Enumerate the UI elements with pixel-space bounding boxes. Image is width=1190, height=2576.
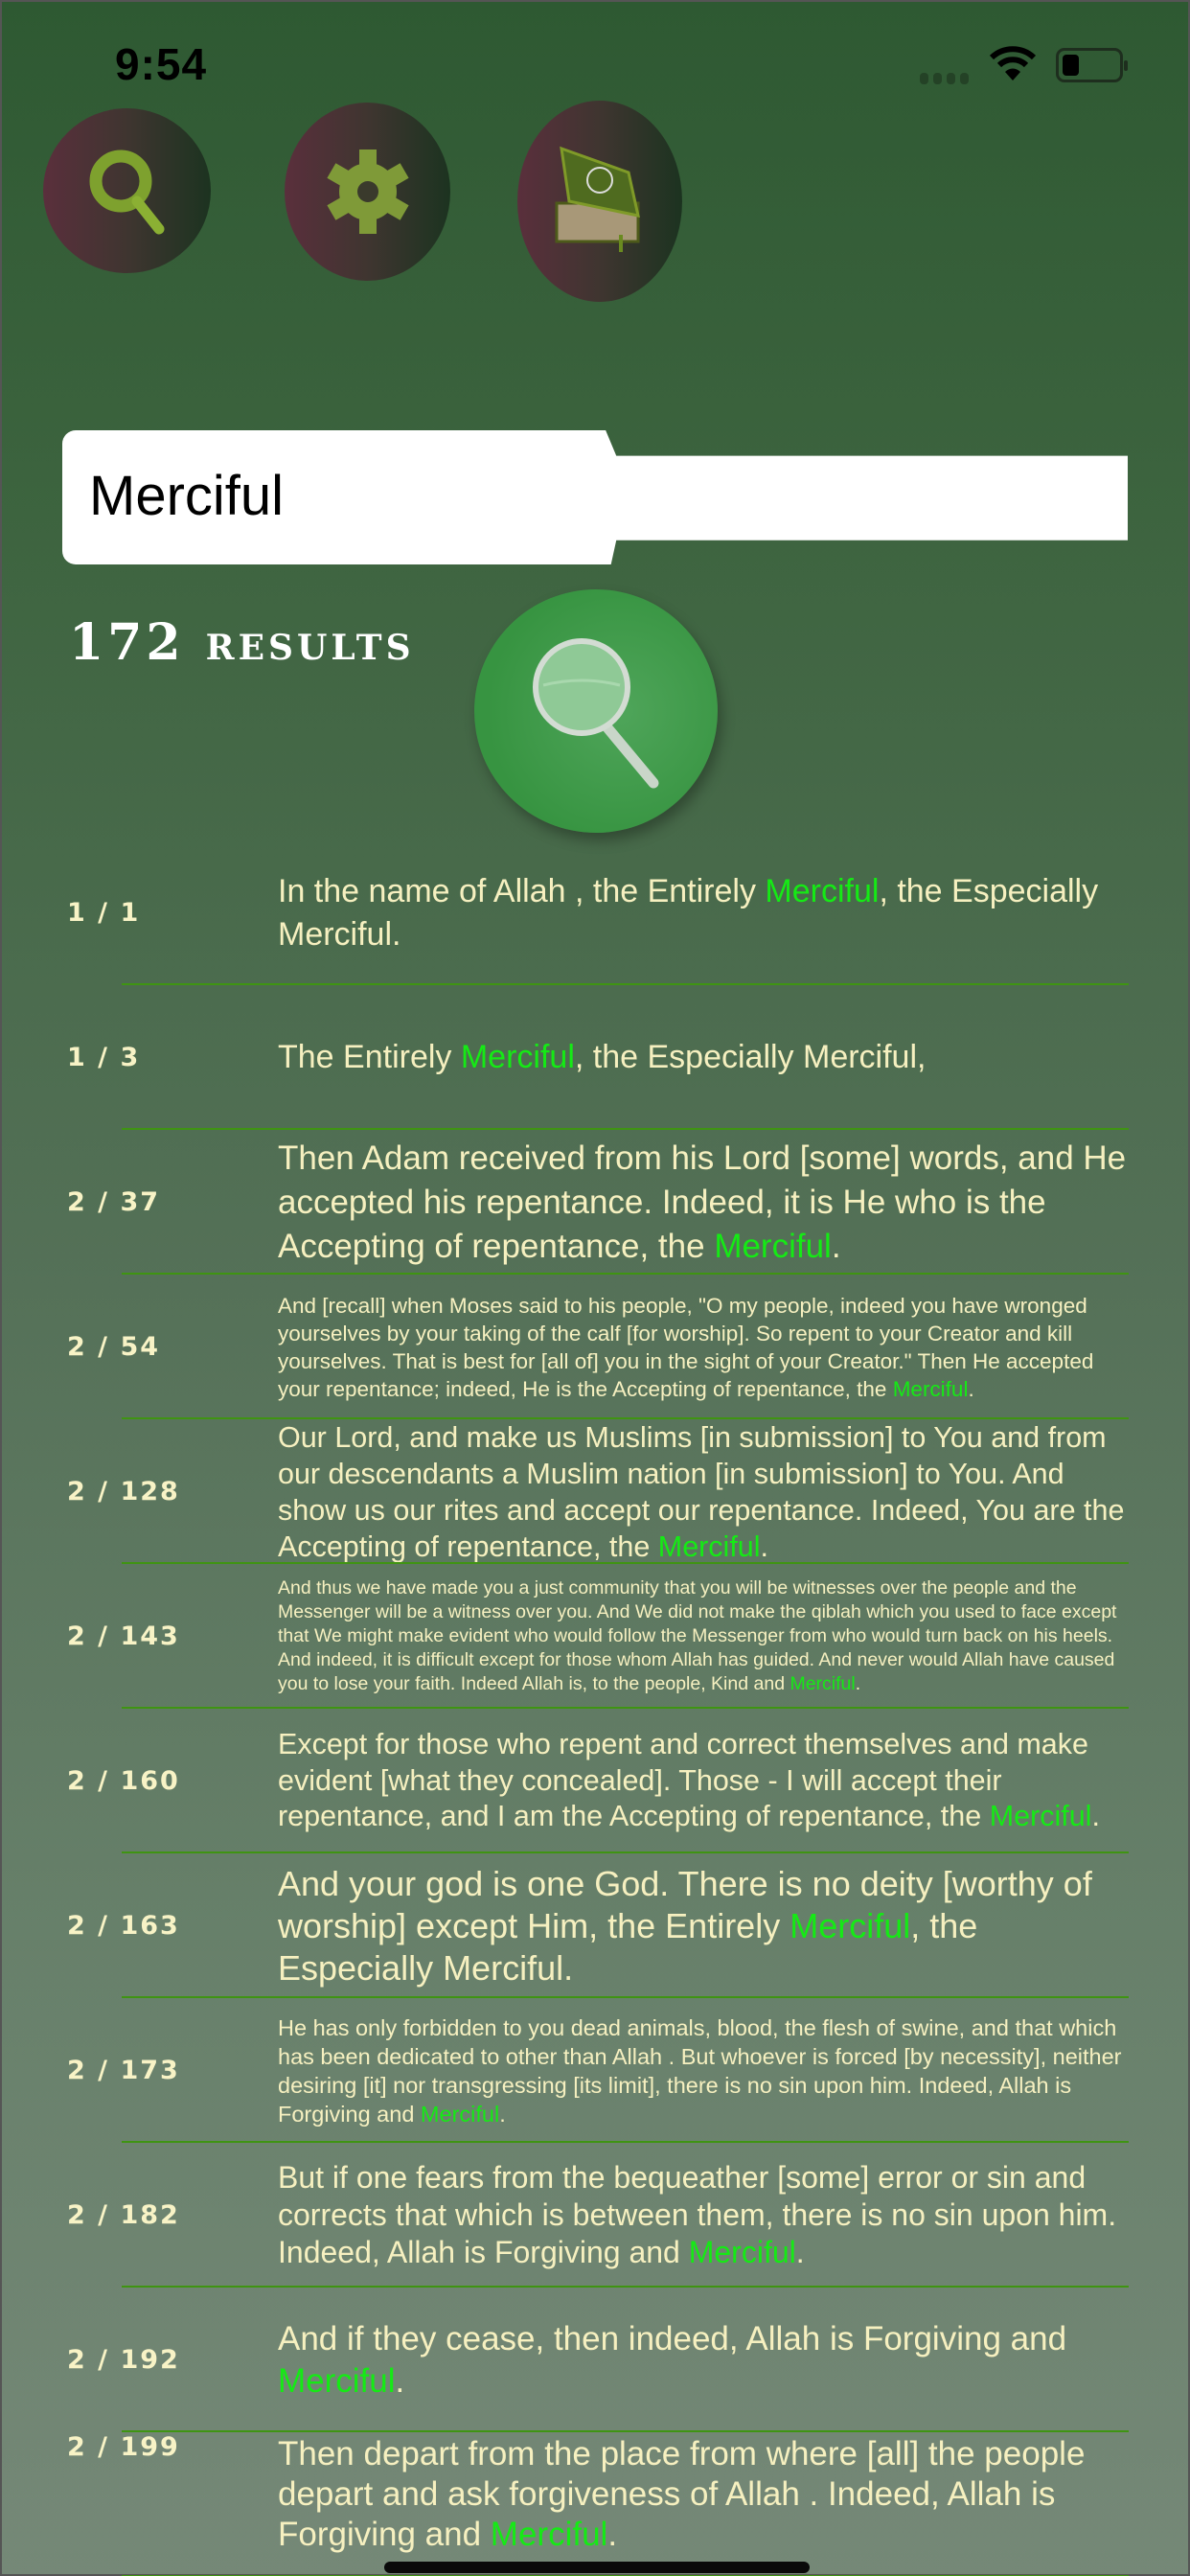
quran-book-button[interactable] bbox=[517, 101, 682, 302]
verse-reference: 2 / 37 bbox=[67, 1187, 161, 1217]
verse-text-after: , the Especially Merciful, bbox=[574, 1039, 927, 1075]
verse-text-after: , the Especially Merciful. bbox=[278, 1905, 978, 1988]
result-row[interactable] bbox=[2, 840, 1190, 985]
verse-text bbox=[278, 2159, 1133, 2271]
verse-text bbox=[278, 1576, 1133, 1696]
search-match-highlight: Merciful bbox=[790, 1673, 856, 1694]
verse-text-before: But if one fears from the bequeather [some] error or sin and corrects that which is between them, there is no sin upon him. Indeed, Allah is Forgiving and bbox=[278, 2160, 1117, 2269]
verse-reference: 2 / 143 bbox=[67, 1622, 180, 1651]
verse-text-after: . bbox=[760, 1530, 769, 1563]
results-count: 172 results bbox=[69, 613, 415, 672]
result-row[interactable] bbox=[2, 2288, 1190, 2432]
result-row[interactable] bbox=[2, 1998, 1190, 2143]
gear-icon bbox=[325, 144, 411, 240]
verse-reference: 2 / 173 bbox=[67, 2056, 180, 2085]
verse-reference: 1 / 1 bbox=[67, 898, 141, 928]
search-field[interactable] bbox=[62, 430, 1128, 564]
search-match-highlight: Merciful bbox=[892, 1376, 969, 1401]
search-match-highlight: Merciful bbox=[714, 1227, 832, 1265]
verse-text-before: And thus we have made you a just community that you will be witnesses over the people and the Messenger will be a witness over you. And We did not make the qiblah which you used to face except that We might make evident who would follow the Messenger from who would turn back on his heels. And indeed, it is difficult except for those whom Allah has guided. And never would Allah have caused you to lose your faith. Indeed Allah is, to the people, Kind and bbox=[278, 1577, 1117, 1694]
magnifier-icon bbox=[524, 630, 668, 793]
search-match-highlight: Merciful bbox=[765, 872, 880, 909]
verse-text bbox=[278, 1419, 1133, 1565]
verse-reference: 2 / 163 bbox=[67, 1911, 180, 1941]
result-row[interactable] bbox=[2, 985, 1190, 1130]
search-match-highlight: Merciful bbox=[989, 1800, 1092, 1833]
verse-text-before: Our Lord, and make us Muslims [in submission] to You and from our descendants a Muslim nation [in submission] to You. And show us our rites and accept our repentance. Indeed, You are the Accepting of repentance, the bbox=[278, 1420, 1125, 1563]
verse-text-after: . bbox=[499, 2101, 506, 2127]
book-icon bbox=[552, 144, 648, 259]
verse-text-before: Then Adam received from his Lord [some] words, and He accepted his repentance. Indeed, it is He who is the Accepting of repentance, the bbox=[278, 1138, 1127, 1265]
verse-reference: 2 / 182 bbox=[67, 2200, 180, 2230]
verse-text-after: , the Especially Merciful. bbox=[278, 872, 1099, 953]
home-indicator[interactable] bbox=[384, 2562, 810, 2573]
search-icon bbox=[84, 138, 171, 243]
search-match-highlight: Merciful bbox=[420, 2101, 500, 2127]
verse-text-after: . bbox=[607, 2516, 618, 2553]
cellular-signal-icon bbox=[920, 73, 969, 84]
verse-text-after: . bbox=[395, 2361, 405, 2400]
verse-reference: 1 / 3 bbox=[67, 1043, 141, 1072]
verse-reference: 2 / 192 bbox=[67, 2345, 180, 2375]
search-match-highlight: Merciful bbox=[460, 1039, 575, 1075]
search-match-highlight: Merciful bbox=[688, 2235, 796, 2269]
verse-text bbox=[278, 1727, 1133, 1835]
result-row[interactable] bbox=[2, 1130, 1190, 1275]
verse-text bbox=[278, 1292, 1133, 1403]
verse-text-after: . bbox=[855, 1673, 861, 1694]
result-row[interactable] bbox=[2, 1709, 1190, 1853]
search-submit-button[interactable] bbox=[474, 589, 718, 833]
verse-text-before: And your god is one God. There is no deity [worthy of worship] except Him, the Entirely bbox=[278, 1863, 1092, 1945]
verse-text-before: He has only forbidden to you dead animals, blood, the flesh of swine, and that which has been dedicated to other than Allah . But whoever is forced [by necessity], neither desiring [it] nor transgressing [its limit], there is no sin upon him. Indeed, Allah is Forgiving and bbox=[278, 2014, 1122, 2127]
search-mode-button[interactable] bbox=[43, 108, 211, 273]
result-row[interactable] bbox=[2, 1275, 1190, 1419]
result-row[interactable] bbox=[2, 1419, 1190, 1564]
result-row[interactable] bbox=[2, 2143, 1190, 2288]
settings-button[interactable] bbox=[285, 103, 450, 281]
verse-text-before: Then depart from the place from where [all] the people depart and ask forgiveness of Allah . Indeed, Allah is Forgiving and bbox=[278, 2435, 1086, 2553]
verse-text-before: And if they cease, then indeed, Allah is Forgiving and bbox=[278, 2319, 1067, 2358]
verse-text-before: Except for those who repent and correct themselves and make evident [what they concealed]. Those - I will accept their repentance, and I am the Accepting of repentance, the bbox=[278, 1728, 1088, 1833]
search-match-highlight: Merciful bbox=[490, 2516, 608, 2553]
verse-text-after: . bbox=[968, 1376, 974, 1401]
result-row[interactable] bbox=[2, 1853, 1190, 1998]
verse-text bbox=[278, 2013, 1133, 2128]
verse-text-after: . bbox=[1091, 1800, 1100, 1833]
verse-text bbox=[278, 1137, 1133, 1269]
result-row[interactable] bbox=[2, 1564, 1190, 1709]
search-match-highlight: Merciful bbox=[278, 2361, 396, 2400]
wifi-icon bbox=[989, 44, 1037, 82]
verse-text bbox=[278, 2318, 1133, 2403]
verse-text bbox=[278, 1863, 1133, 1990]
verse-text bbox=[278, 1036, 1133, 1079]
battery-icon bbox=[1056, 48, 1123, 82]
search-match-highlight: Merciful bbox=[657, 1530, 761, 1563]
verse-reference: 2 / 160 bbox=[67, 1766, 180, 1796]
verse-text-before: The Entirely bbox=[278, 1039, 461, 1075]
verse-reference: 2 / 128 bbox=[67, 1477, 180, 1506]
results-list[interactable] bbox=[2, 840, 1190, 2576]
verse-reference: 2 / 199 bbox=[67, 2432, 180, 2462]
status-time: 9:54 bbox=[115, 39, 208, 89]
result-row[interactable] bbox=[2, 2432, 1190, 2576]
verse-text-before: And [recall] when Moses said to his people, "O my people, indeed you have wronged yourselves by your taking of the calf [for worship]. So repent to your Creator and kill yourselves. That is best for [all of] you in the sight of your Creator." Then He accepted your repentance; indeed, He is the Accepting of repentance, the bbox=[278, 1293, 1094, 1401]
search-input[interactable] bbox=[89, 457, 760, 534]
verse-text bbox=[278, 870, 1133, 956]
verse-text-after: . bbox=[831, 1227, 841, 1265]
verse-text-after: . bbox=[795, 2235, 805, 2269]
verse-text bbox=[278, 2434, 1133, 2555]
verse-reference: 2 / 54 bbox=[67, 1332, 161, 1362]
search-match-highlight: Merciful bbox=[790, 1905, 911, 1945]
verse-text-before: In the name of Allah , the Entirely bbox=[278, 872, 766, 909]
